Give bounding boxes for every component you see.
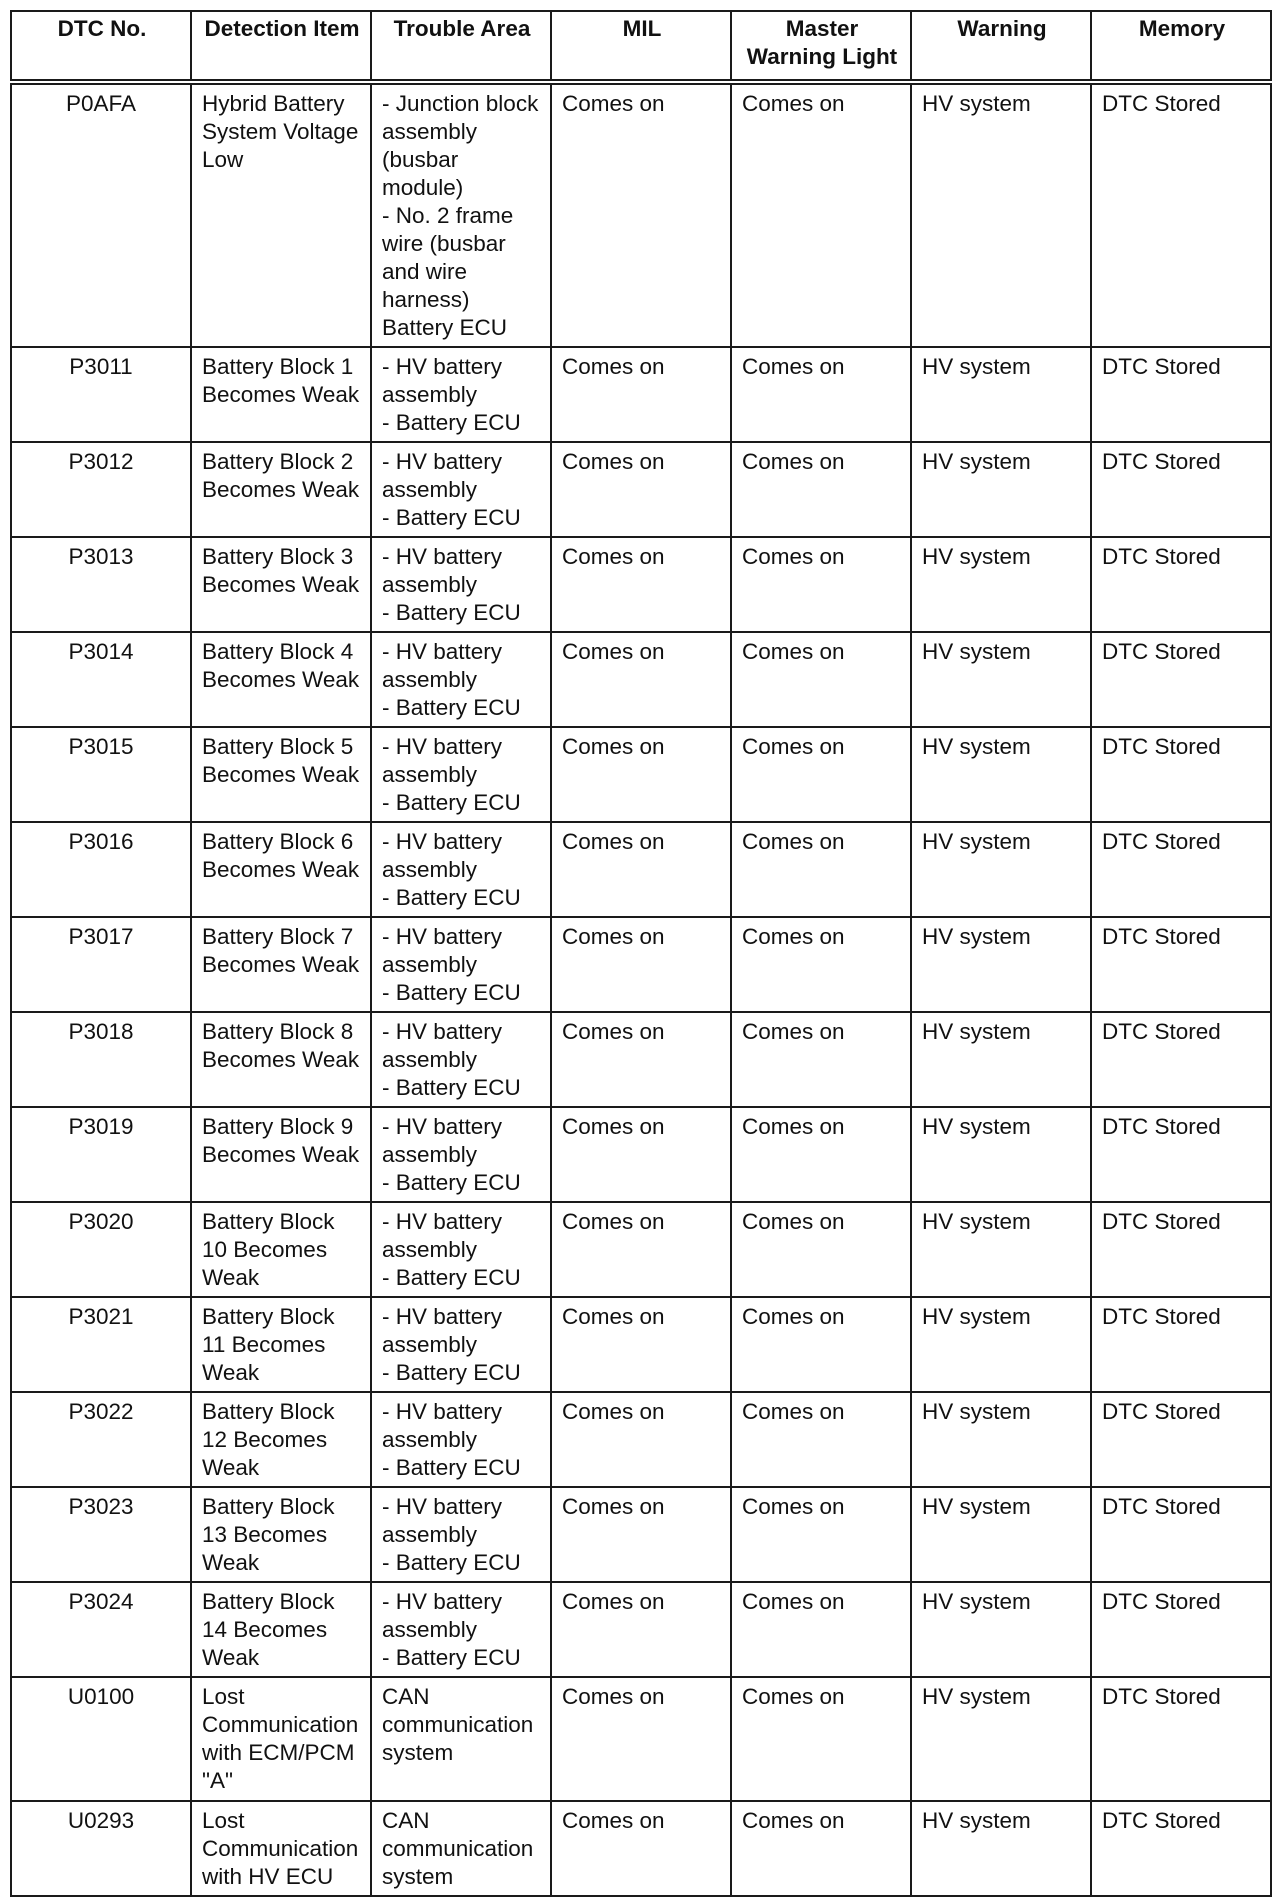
trouble-area: - HV battery assembly - Battery ECU (371, 1392, 551, 1487)
memory-status: DTC Stored (1091, 442, 1271, 537)
memory-status: DTC Stored (1091, 82, 1271, 347)
dtc-table (10, 10, 1272, 1897)
trouble-area: - HV battery assembly - Battery ECU (371, 347, 551, 442)
warning-status: HV system (911, 82, 1091, 347)
detection-item: Battery Block 12 Becomes Weak (191, 1392, 371, 1487)
memory-status: DTC Stored (1091, 1392, 1271, 1487)
table-row (11, 1677, 1271, 1801)
warning-status: HV system (911, 1107, 1091, 1202)
trouble-area: - HV battery assembly - Battery ECU (371, 1297, 551, 1392)
dtc-code: P0AFA (11, 82, 191, 347)
mil-status: Comes on (551, 1012, 731, 1107)
table-row (11, 1012, 1271, 1107)
memory-status: DTC Stored (1091, 1801, 1271, 1896)
master-warning-status: Comes on (731, 537, 911, 632)
warning-status: HV system (911, 917, 1091, 1012)
master-warning-status: Comes on (731, 1202, 911, 1297)
table-row (11, 537, 1271, 632)
master-warning-status: Comes on (731, 82, 911, 347)
warning-status: HV system (911, 1297, 1091, 1392)
trouble-area: - HV battery assembly - Battery ECU (371, 1202, 551, 1297)
warning-status: HV system (911, 632, 1091, 727)
warning-status: HV system (911, 1202, 1091, 1297)
trouble-area: - HV battery assembly - Battery ECU (371, 1012, 551, 1107)
memory-status: DTC Stored (1091, 1487, 1271, 1582)
detection-item: Hybrid Battery System Voltage Low (191, 82, 371, 347)
dtc-code: P3011 (11, 347, 191, 442)
warning-status: HV system (911, 537, 1091, 632)
warning-status: HV system (911, 347, 1091, 442)
detection-item: Battery Block 11 Becomes Weak (191, 1297, 371, 1392)
memory-status: DTC Stored (1091, 1297, 1271, 1392)
table-row (11, 442, 1271, 537)
dtc-code: P3022 (11, 1392, 191, 1487)
trouble-area: - HV battery assembly - Battery ECU (371, 727, 551, 822)
header-trouble-area: Trouble Area (371, 11, 551, 82)
mil-status: Comes on (551, 347, 731, 442)
mil-status: Comes on (551, 537, 731, 632)
master-warning-status: Comes on (731, 632, 911, 727)
detection-item: Battery Block 10 Becomes Weak (191, 1202, 371, 1297)
detection-item: Battery Block 6 Becomes Weak (191, 822, 371, 917)
warning-status: HV system (911, 727, 1091, 822)
trouble-area: - HV battery assembly - Battery ECU (371, 442, 551, 537)
mil-status: Comes on (551, 1487, 731, 1582)
mil-status: Comes on (551, 1392, 731, 1487)
warning-status: HV system (911, 822, 1091, 917)
warning-status: HV system (911, 1012, 1091, 1107)
table-row (11, 1582, 1271, 1677)
detection-item: Battery Block 9 Becomes Weak (191, 1107, 371, 1202)
memory-status: DTC Stored (1091, 1202, 1271, 1297)
header-warning: Warning (911, 11, 1091, 82)
trouble-area: - HV battery assembly - Battery ECU (371, 1582, 551, 1677)
memory-status: DTC Stored (1091, 917, 1271, 1012)
warning-status: HV system (911, 1582, 1091, 1677)
memory-status: DTC Stored (1091, 537, 1271, 632)
dtc-code: P3016 (11, 822, 191, 917)
mil-status: Comes on (551, 822, 731, 917)
detection-item: Battery Block 5 Becomes Weak (191, 727, 371, 822)
mil-status: Comes on (551, 1202, 731, 1297)
detection-item: Battery Block 13 Becomes Weak (191, 1487, 371, 1582)
trouble-area: - Junction block assembly (busbar module) - No. 2 frame wire (busbar and wire harness) Battery ECU (371, 82, 551, 347)
master-warning-status: Comes on (731, 1487, 911, 1582)
mil-status: Comes on (551, 1801, 731, 1896)
dtc-code: P3014 (11, 632, 191, 727)
header-memory: Memory (1091, 11, 1271, 82)
table-row (11, 1202, 1271, 1297)
trouble-area: - HV battery assembly - Battery ECU (371, 632, 551, 727)
dtc-code: U0293 (11, 1801, 191, 1896)
detection-item: Battery Block 4 Becomes Weak (191, 632, 371, 727)
warning-status: HV system (911, 1801, 1091, 1896)
memory-status: DTC Stored (1091, 822, 1271, 917)
trouble-area: - HV battery assembly - Battery ECU (371, 822, 551, 917)
header-mil: MIL (551, 11, 731, 82)
header-detection-item: Detection Item (191, 11, 371, 82)
trouble-area: - HV battery assembly - Battery ECU (371, 537, 551, 632)
mil-status: Comes on (551, 632, 731, 727)
header-master-warning-light: Master Warning Light (731, 11, 911, 82)
trouble-area: CAN communication system (371, 1677, 551, 1801)
master-warning-status: Comes on (731, 1582, 911, 1677)
mil-status: Comes on (551, 82, 731, 347)
dtc-code: P3012 (11, 442, 191, 537)
detection-item: Battery Block 2 Becomes Weak (191, 442, 371, 537)
trouble-area: CAN communication system (371, 1801, 551, 1896)
master-warning-status: Comes on (731, 1801, 911, 1896)
master-warning-status: Comes on (731, 1297, 911, 1392)
table-row (11, 632, 1271, 727)
master-warning-status: Comes on (731, 1107, 911, 1202)
memory-status: DTC Stored (1091, 1582, 1271, 1677)
dtc-code: P3021 (11, 1297, 191, 1392)
mil-status: Comes on (551, 727, 731, 822)
table-row (11, 822, 1271, 917)
mil-status: Comes on (551, 1297, 731, 1392)
mil-status: Comes on (551, 1677, 731, 1801)
detection-item: Battery Block 3 Becomes Weak (191, 537, 371, 632)
header-dtc-no: DTC No. (11, 11, 191, 82)
memory-status: DTC Stored (1091, 1677, 1271, 1801)
master-warning-status: Comes on (731, 1012, 911, 1107)
trouble-area: - HV battery assembly - Battery ECU (371, 1107, 551, 1202)
memory-status: DTC Stored (1091, 727, 1271, 822)
table-row (11, 1487, 1271, 1582)
dtc-code: P3015 (11, 727, 191, 822)
dtc-code: P3017 (11, 917, 191, 1012)
memory-status: DTC Stored (1091, 347, 1271, 442)
trouble-area: - HV battery assembly - Battery ECU (371, 917, 551, 1012)
trouble-area: - HV battery assembly - Battery ECU (371, 1487, 551, 1582)
warning-status: HV system (911, 1677, 1091, 1801)
detection-item: Lost Communication with ECM/PCM "A" (191, 1677, 371, 1801)
mil-status: Comes on (551, 917, 731, 1012)
dtc-code: P3023 (11, 1487, 191, 1582)
dtc-code: P3019 (11, 1107, 191, 1202)
detection-item: Battery Block 7 Becomes Weak (191, 917, 371, 1012)
master-warning-status: Comes on (731, 442, 911, 537)
table-row (11, 1392, 1271, 1487)
master-warning-status: Comes on (731, 1392, 911, 1487)
detection-item: Battery Block 1 Becomes Weak (191, 347, 371, 442)
master-warning-status: Comes on (731, 822, 911, 917)
table-body (11, 82, 1271, 1896)
table-row (11, 727, 1271, 822)
warning-status: HV system (911, 1392, 1091, 1487)
warning-status: HV system (911, 442, 1091, 537)
master-warning-status: Comes on (731, 917, 911, 1012)
detection-item: Battery Block 14 Becomes Weak (191, 1582, 371, 1677)
dtc-code: P3018 (11, 1012, 191, 1107)
dtc-code: P3020 (11, 1202, 191, 1297)
dtc-code: U0100 (11, 1677, 191, 1801)
table-row (11, 82, 1271, 347)
table-header (11, 11, 1271, 82)
memory-status: DTC Stored (1091, 632, 1271, 727)
table-row (11, 1107, 1271, 1202)
table-row (11, 347, 1271, 442)
master-warning-status: Comes on (731, 727, 911, 822)
dtc-code: P3013 (11, 537, 191, 632)
detection-item: Battery Block 8 Becomes Weak (191, 1012, 371, 1107)
master-warning-status: Comes on (731, 1677, 911, 1801)
memory-status: DTC Stored (1091, 1107, 1271, 1202)
table-row (11, 1801, 1271, 1896)
mil-status: Comes on (551, 1582, 731, 1677)
table-row (11, 917, 1271, 1012)
table-row (11, 1297, 1271, 1392)
memory-status: DTC Stored (1091, 1012, 1271, 1107)
header-row (11, 11, 1271, 82)
mil-status: Comes on (551, 442, 731, 537)
detection-item: Lost Communication with HV ECU (191, 1801, 371, 1896)
mil-status: Comes on (551, 1107, 731, 1202)
master-warning-status: Comes on (731, 347, 911, 442)
dtc-code: P3024 (11, 1582, 191, 1677)
warning-status: HV system (911, 1487, 1091, 1582)
